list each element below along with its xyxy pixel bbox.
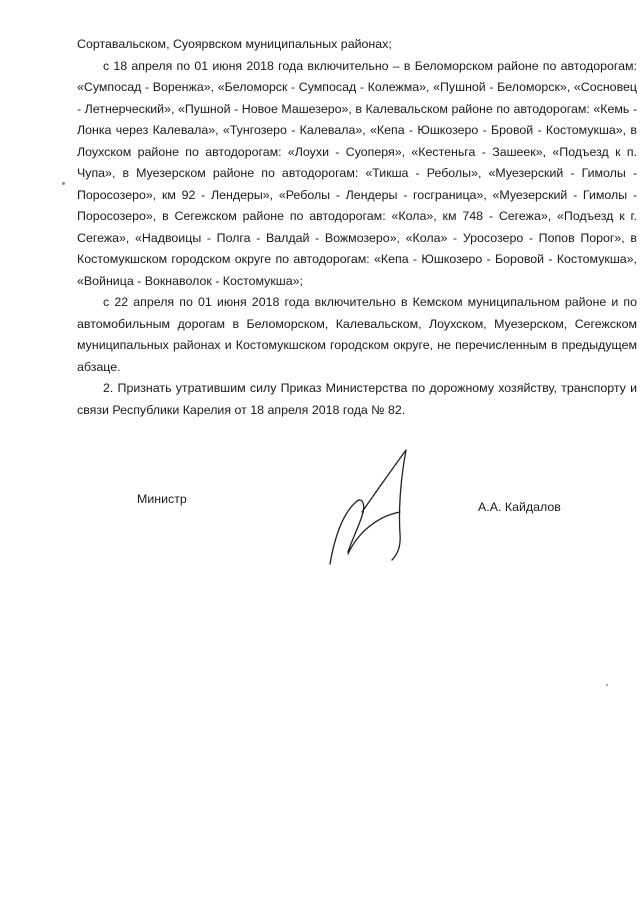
paragraph-item-2: 2. Признать утратившим силу Приказ Министерства по дорожному хозяйству, транспорту и связи Республики Карелия от 18 апреля 2018 года № 82. — [77, 381, 637, 417]
paragraph-april-18: с 18 апреля по 01 июня 2018 года включительно – в Беломорском районе по автодорогам: «Сумпосад - Воренжа», «Беломорск - Сумпосад - Колежма», «Пушной - Беломорск», «Сосновец - Летнерческий», «Пушной - Новое Машезеро», в Калевальском районе по автодорогам: «Кемь - Лонка через Калевала», «Тунгозеро - Калевала», «Кепа - Юшкозеро - Бровой - Костомукша», в Лоухском районе по автодорогам: «Лоухи - Суоперя», «Кестеньга - Зашеек», «Подъезд к п. Чупа», в Муезерском районе по автодорогам: «Тикша - Реболы», «Муезерский - Гимолы - Поросозеро», км 92 - Лендеры», «Реболы - Лендеры - госграница», «Муезерский - Гимолы - Поросозеро», в Сегежском районе по автодорогам: «Кола», км 748 - Сегежа», «Подъезд к г. Сегежа», «Надвоицы - Полга - Валдай - Вожмозеро», «Кола» - Уросозеро - Попов Порог», в Костомукшском городском округе по автодорогам: «Кепа - Юшкозеро - Боровой - Костомукша», «Войница - Вокнаволок - Костомукша»; — [77, 58, 637, 288]
signer-name: А.А. Кайдалов — [478, 500, 561, 514]
scan-speck — [62, 182, 65, 185]
paragraph-april-22: с 22 апреля по 01 июня 2018 года включительно в Кемском муниципальном районе и по автомобильным дорогам в Беломорском, Калевальском, Лоухском, Муезерском, Сегежском муниципальных районах и Костомукшском городском округе, не перечисленным в предыдущем абзаце. — [77, 295, 637, 374]
scan-speck — [606, 684, 608, 686]
signature-stroke — [330, 450, 406, 564]
paragraph-continuation: Сортавальском, Суоярвском муниципальных районах; — [77, 37, 392, 51]
handwritten-signature — [318, 442, 428, 572]
document-body — [77, 34, 637, 421]
signer-position: Министр — [137, 492, 187, 506]
